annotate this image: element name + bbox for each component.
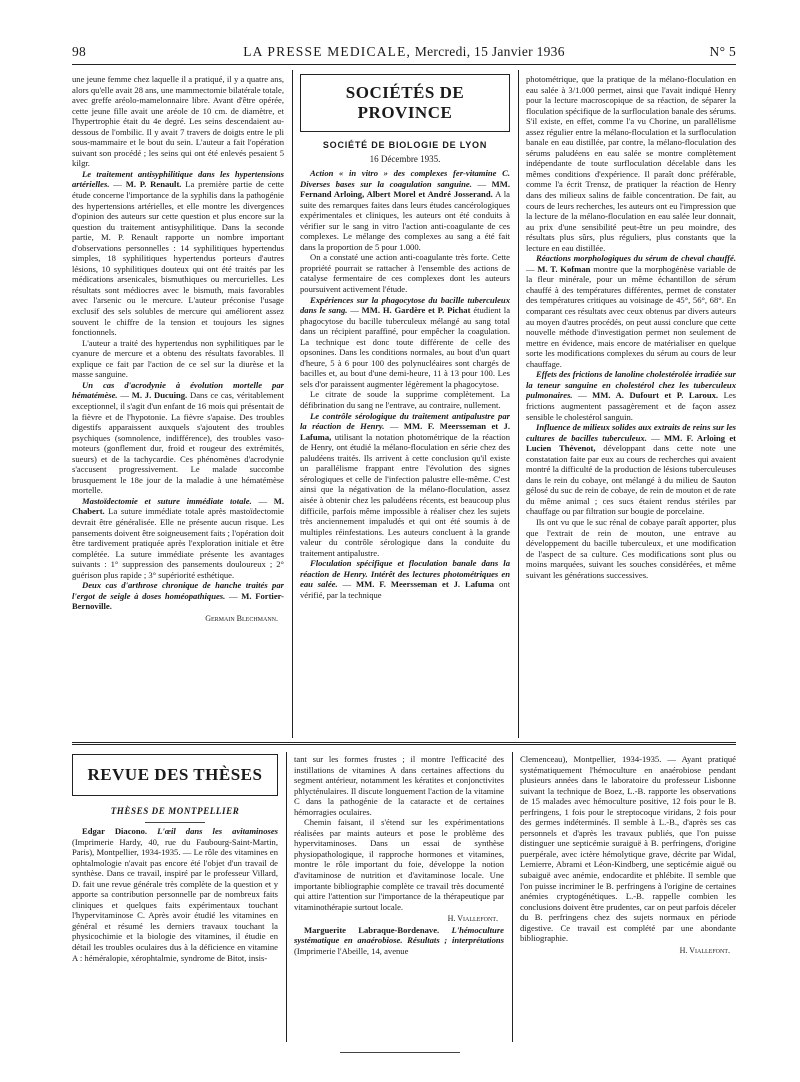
- theses-subtitle: THÈSES DE MONTPELLIER: [110, 806, 240, 816]
- theses-title-box: [72, 754, 278, 796]
- paragraph: On a constaté une action anti-coagulante très forte. Cette propriété pourrait se rattacher à l'ensemble des actions de catalyse fermentaire de ces complexes dont les auteurs poursuivent activement l'étude.: [300, 252, 510, 295]
- article-text: Dans ce cas, véritablement exceptionnel, il s'agit d'un enfant de 16 mois qui présentait de la fièvre et de l'hypotonie. La fièvre s'apaise. Des troubles digestifs apparaissent auxquels s'ajoutent des troubles psychiques (somnolence, indifférence), des troubles vaso-moteurs (gonflement dur, froid et rougeur des extrémités, sueurs) et de la tachycardie. Ces phénomènes d'acrodynie s'accusent progressivement. Le malade succombe brusquement le 18e jour de la maladie à une hématémèse mortelle.: [72, 390, 284, 496]
- column-divider: [286, 752, 287, 1042]
- section-divider: [72, 742, 736, 745]
- article-title: Deux cas d'arthrose chronique de hanche traités par l'ergot de seigle à doses homéopathiques.: [72, 580, 284, 601]
- article-author: MM. A. Dufourt et P. Laroux.: [592, 390, 719, 401]
- article-entry: [72, 380, 284, 496]
- dash: —: [337, 579, 357, 590]
- thesis-entry: [294, 925, 504, 957]
- article-entry: [72, 496, 284, 580]
- column-divider: [512, 752, 513, 1042]
- article-text: développant dans cette note une constatation faite par eux au cours de recherches qui avaient montré la difficulté de la production de lésions tuberculeuses dans le rein du cobaye, ont mélangé à du milieu de Sauton gélosé du suc de rein de cobaye, de rein de mouton et de rate du même animal ; ces sucs étaient rendus stériles par chauffage ou par filtration sur bougie de porcelaine.: [526, 443, 736, 517]
- column-2: [300, 168, 510, 736]
- journal-title: LA PRESSE MEDICALE,: [243, 44, 412, 59]
- article-title: Expériences sur la phagocytose du bacille tuberculeux dans le sang.: [300, 294, 510, 316]
- issue-date: Mercredi, 15 Janvier 1936: [414, 44, 565, 59]
- column-5: [294, 754, 504, 1036]
- column-4: [72, 826, 278, 1036]
- dash: —: [251, 495, 274, 506]
- thesis-author: Marguerite Labraque-Bordenave.: [304, 924, 440, 935]
- article-entry: [300, 295, 510, 390]
- paragraph: L'auteur a traité des hypertendus non syphilitiques par le cyanure de mercure et a obtenu des résultats favorables. Il explique ce fait par l'action de ce sel sur la diurèse et la masse sanguine.: [72, 337, 284, 380]
- dash: —: [117, 390, 132, 401]
- article-entry: [72, 169, 284, 338]
- column-1: [72, 74, 284, 736]
- article-title: Mastoïdectomie et suture immédiate totale.: [82, 495, 252, 506]
- thesis-text: (Imprimerie l'Abeille, 14, avenue: [294, 945, 409, 956]
- article-text: utilisant la notation photométrique de la réaction de Henry, ont étudié la mélano-floculation en série chez des paludéens traités. Ils arrivent à cette conclusion qu'il existe un parallélisme frappant entre l'évolution des signes sérologiques et celle de l'infection palustre elle-même. C'est ainsi que la négativation de la mélano-floculation, assez aisée à obtenir chez les paludéens récents, est beaucoup plus difficile, parfois même impossible à réaliser chez les sujets très anciennement impaludés et qui ont été soumis à de multiples réinfestations. Les auteurs concluent à la grande valeur du contrôle sérologique dans la conduite du traitement antipalustre.: [300, 431, 510, 558]
- article-text: montre que la morphogénèse variable de la fleur minérale, pour un même échantillon de sérum chauffé à des températures différentes, permet de constater des températures critiques au voisinage de 45°, 56°, 68°. En comparant ces résultats avec ceux obtenus par divers auteurs au moyen d'autres procédés, on peut aussi conclure que cette nouvelle méthode d'investigation permet non seulement de mettre en évidence, mais encore de matérialiser en quelque sorte les modifications complexes du sérum au cours de leur chauffage.: [526, 263, 736, 369]
- article-author: M. J. Ducuing.: [131, 390, 188, 401]
- article-author: MM. Fernand Arloing, Albert Morel et André Josserand.: [300, 178, 510, 200]
- page-number: 98: [72, 44, 87, 59]
- societes-title: SOCIÉTÉS DE PROVINCE: [345, 83, 465, 122]
- article-author: MM. F. Arloing et Lucien Thévenot,: [526, 432, 736, 454]
- article-title: Réactions morphologiques du sérum de cheval chauffé.: [536, 253, 736, 264]
- issue-number: N° 5: [709, 44, 736, 59]
- column-divider: [292, 70, 293, 738]
- dash: —: [225, 590, 242, 601]
- paragraph: une jeune femme chez laquelle il a pratiqué, il y a quatre ans, alors qu'elle avait 28 ans, une mammectomie bilatérale totale, avec greffe aréolo-mamelonnaire libre. Avant d'être opérée, cette jeune fille avait une aréole de 10 cm. de diamètre, et l'hypertrophie était du 4e degré. Les seins descendaient au-dessous de l'ombilic. Il y avait 7 travers de doigts entre le pli sous-mammaire et le bout du sein. L'auteur a fait l'opération suivant son procédé ; les seins qui ont été enlevés pesaient 5 kilgr.: [72, 74, 284, 169]
- thesis-title: L'œil dans les avitaminoses: [157, 826, 278, 836]
- article-title: Un cas d'acrodynie à évolution mortelle par hématémèse.: [72, 379, 284, 401]
- end-rule: [340, 1052, 460, 1053]
- theses-title: REVUE DES THÈSES: [87, 765, 263, 784]
- column-3: [526, 74, 736, 736]
- dash: —: [347, 305, 362, 316]
- subtitle-rule: [145, 822, 205, 823]
- article-text: Les frictions augmentent passagèrement et de façon assez sensible le cholestérol sanguin.: [526, 390, 736, 422]
- dash: —: [384, 421, 404, 432]
- article-title: Le contrôle sérologique du traitement antipalustre par la réaction de Henry.: [300, 410, 510, 432]
- article-entry: [300, 558, 510, 600]
- article-text: La suture immédiate totale après mastoïdectomie devrait être généralisée. Elle ne présente aucun risque. Les pansements doivent être soigneusement faits ; l'opération doit être tardivement pratiquée après l'exploration initiale et être complétée. La suture immédiate présente les avantages suivants : 1° suppression des pansements douloureux ; 2° guérison plus rapide ; 3° supériorité esthétique.: [72, 506, 284, 580]
- paragraph: Chemin faisant, il s'étend sur les expérimentations réalisées par maints auteurs et pose le problème des hypervitaminoses. Dans un essai de synthèse physiopathologique, il rapproche hormones et vitamines, montre le rôle important du foie, développe la notion d'avitaminose de nutrition et d'avitaminose locale. Une importante bibliographie complète ce travail très documenté qui attire l'attention sur l'importance de la thérapeutique par vitaminothérapie surtout locale.: [294, 817, 504, 912]
- dash: —: [526, 263, 538, 274]
- paragraph: Clemenceau), Montpellier, 1934-1935. — Ayant pratiqué systématiquement l'hémoculture en anaérobiose pendant plusieurs années dans le laboratoire du professeur Lisbonne suivant la technique de Boez, L.-B. rapporte les observations de 15 malades avec hémoculture positive, 12 fois pour le B. perfringens, 1 fois pour le streptocoque viridans, 2 fois pour des germes indéterminés. Il semble à L.-B., d'après ses cas personnels et d'après les travaux publiés, que l'on puisse distinguer une septicémie suraiguë à B. perfringens, d'origine puerpérale, avec ictère hémolytique grave, décrite par Widal, Lemierre, Abrami et Léon-Kindberg, une septicémie aiguë ou subaiguë avec anémie, endocardite et phlébite. Il semble que l'on puisse incriminer le B. perfringens à l'origine de certaines anémies cryptogénétiques. L.-B. rappelle combien les conclusions doivent être prudentes, car on peut parfois déceler du B. perfringens chez des sujets normaux en période digestive. Ce travail est complété par une abondante bibliographie.: [520, 754, 736, 944]
- paragraph: Ils ont vu que le suc rénal de cobaye paraît apporter, plus que l'extrait de rein de mouton, une entrave au développement du bacille tuberculeux, et une modification de l'aspect de sa culture. Ces modifications sont plus ou moins marquées, suivant les souches considérées, et même suivant les générations successives.: [526, 516, 736, 580]
- article-entry: [526, 253, 736, 369]
- signature: H. Viallefont.: [679, 945, 730, 955]
- article-title: Floculation spécifique et floculation banale dans la réaction de Henry. Intérêt des lectures photométriques en eau salée.: [300, 558, 510, 590]
- paragraph: tant sur les formes frustes ; il montre l'efficacité des instillations de vitamines A dans certaines affections du segment antérieur, notamment les kératites et conjonctivites phlycténulaires. Il discute longuement l'action de la vitamine C dans la pathogénie de la cataracte et de certaines hémorragies oculaires.: [294, 754, 504, 817]
- article-entry: [300, 411, 510, 559]
- header-rule: [72, 64, 736, 65]
- article-title: Action « in vitro » des complexes fer-vitamine C. Diverses bases sur la coagulation sanguine.: [300, 168, 510, 189]
- article-entry: [72, 580, 284, 612]
- article-author: M. P. Renault.: [125, 179, 182, 190]
- article-title: Influence de milieux solides aux extraits de reins sur les cultures de bacilles tuberculeux.: [526, 422, 736, 443]
- societes-section: [300, 74, 510, 170]
- article-entry: [300, 168, 510, 252]
- article-entry: [526, 369, 736, 422]
- thesis-author: Edgar Diacono.: [82, 826, 148, 836]
- article-author: MM. F. Meersseman et J. Lafuma: [356, 579, 495, 590]
- dash: —: [572, 390, 593, 401]
- article-author: M. T. Kofman: [537, 263, 591, 274]
- article-author: M. Chabert.: [72, 495, 284, 517]
- societes-subtitle: SOCIÉTÉ DE BIOLOGIE DE LYON: [322, 140, 488, 150]
- paragraph: photométrique, que la pratique de la mélano-floculation en eau salée à 3/1.000 permet, ainsi que l'avait indiqué Henry pour la lecture macroscopique de sa réaction, de séparer la floculation spécifique de la surfloculation banale des sérums. S'il existe, en effet, comme l'a vu Chorine, un parallélisme assez régulier entre la mélano-floculation et la surfloculation banale en eau distillée, par contre, la mélano-floculation des sérums paludéens en eau salée se montre complètement indépendante de toute surfloculation décelable dans les mêmes conditions d'expérience. Il paraît donc préférable, comme l'a écrit Trensz, de pratiquer la réaction de Henry dans des milieux salins de faible concentration. De fait, au cours de leurs recherches, les auteurs ont eu l'impression que la lecture de la mélano-floculation en eau salée leur donnait, au prix d'une sensibilité peut-être un peu moindre, des résultats plus sûrs, plus réguliers, plus constants que la lecture en eau distillée.: [526, 74, 736, 253]
- signature: H. Viallefont.: [447, 914, 498, 924]
- thesis-title: L'hémoculture systématique en anaérobiose. Résultats ; interprétations: [294, 924, 504, 946]
- thesis-entry: [72, 826, 278, 963]
- article-author: M. Fortier-Bernoville.: [72, 590, 284, 612]
- article-title: Le traitement antisyphilitique dans les hypertensions artérielles.: [72, 168, 284, 190]
- article-author: MM. F. Meersseman et J. Lafuma,: [300, 421, 510, 442]
- theses-header: [72, 754, 278, 829]
- thesis-text: (Imprimerie Hardy, 40, rue du Faubourg-Saint-Martin, Paris), Montpellier, 1934-1935. — Le rôle des vitamines en ophtalmologie n'avait pas encore été l'objet d'un travail de synthèse. Dans ce travail, inspiré par le professeur Villard, D. fait une revue générale très complète de la question et y apporte sa contribution personnelle par de nombreux faits cliniques et quelques faits expérimentaux touchant l'hypervitaminose C. Après avoir étudié les vitamines en général et résumé les derniers travaux touchant la physicochimie et la biologie des vitamines, il étudie en détail les troubles oculaires dus à la déficience en vitamine A : héméralopie, xérophtalmie, syndrome de Bitot, insis-: [72, 836, 278, 963]
- article-entry: [526, 422, 736, 517]
- dash: —: [471, 178, 492, 189]
- dash: —: [109, 179, 126, 190]
- article-text: étudient la phagocytose du bacille tuberculeux mélangé au sang total dans un récipient paraffiné, pour empêcher la coagulation. La technique est donc toute différente de celle des opsonines. Dans les conditions normales, au bout d'un quart d'heure, 5 à 6 pour 100 des polynucléaires sont chargés de bacilles et, au bout d'une demi-heure, 11 à 13 pour 100. Les sels d'or paraissent augmenter légèrement la phagocytose.: [300, 305, 510, 389]
- signature: Germain Blechmann.: [205, 613, 278, 623]
- article-text: La première partie de cette étude concerne l'importance de la syphilis dans la pathogénie des hypertensions artérielles, et elle montre les divergences d'opinion des auteurs sur cette question et plus encore sur la question du traitement antisyphilitique. Dans la seconde partie, M. P. Renault rapporte un nombre important d'observations personnelles : 14 syphilitiques hypertendus simples, 18 syphilitiques hypertendus porteurs d'autres lésions, 10 syphilitiques douteux qui ont été traités par les médications arsenicales, bismuthiques ou mercurielles. Les résultats sont médiocres avec le bismuth, mais favorables avec l'arsenic ou le mercure. L'auteur préconise l'usage exclusif des sels solubles de mercure qui améliorent assez souvent le chiffre de la tension et toujours les signes fonctionnels.: [72, 179, 284, 338]
- article-title: Effets des frictions de lanoline cholestérolée irradiée sur la teneur sanguine en cholestérol chez les tuberculeux pulmonaires.: [526, 369, 736, 401]
- article-text: ont vérifié, par la technique: [300, 579, 510, 600]
- column-6: [520, 754, 736, 1036]
- header-center: [72, 44, 736, 60]
- column-divider: [518, 70, 519, 738]
- societes-title-box: [300, 74, 510, 132]
- dash: —: [646, 432, 664, 443]
- societes-date: 16 Décembre 1935.: [369, 154, 441, 164]
- page-header: [72, 44, 736, 64]
- article-author: MM. H. Gardère et P. Pichat: [361, 305, 471, 316]
- paragraph: Le citrate de soude la supprime complètement. La défibrination du sang ne l'entrave, au contraire, nullement.: [300, 389, 510, 411]
- article-text: A la suite des remarques faites dans leurs études cancérologiques expérimentales et cliniques, les auteurs ont été conduits à vérifier sur le sang in vitro l'action anti-coagulante de ces complexes. Le mélange des complexes au sang a été fait dans la proportion de 5 pour 1.000.: [300, 189, 510, 252]
